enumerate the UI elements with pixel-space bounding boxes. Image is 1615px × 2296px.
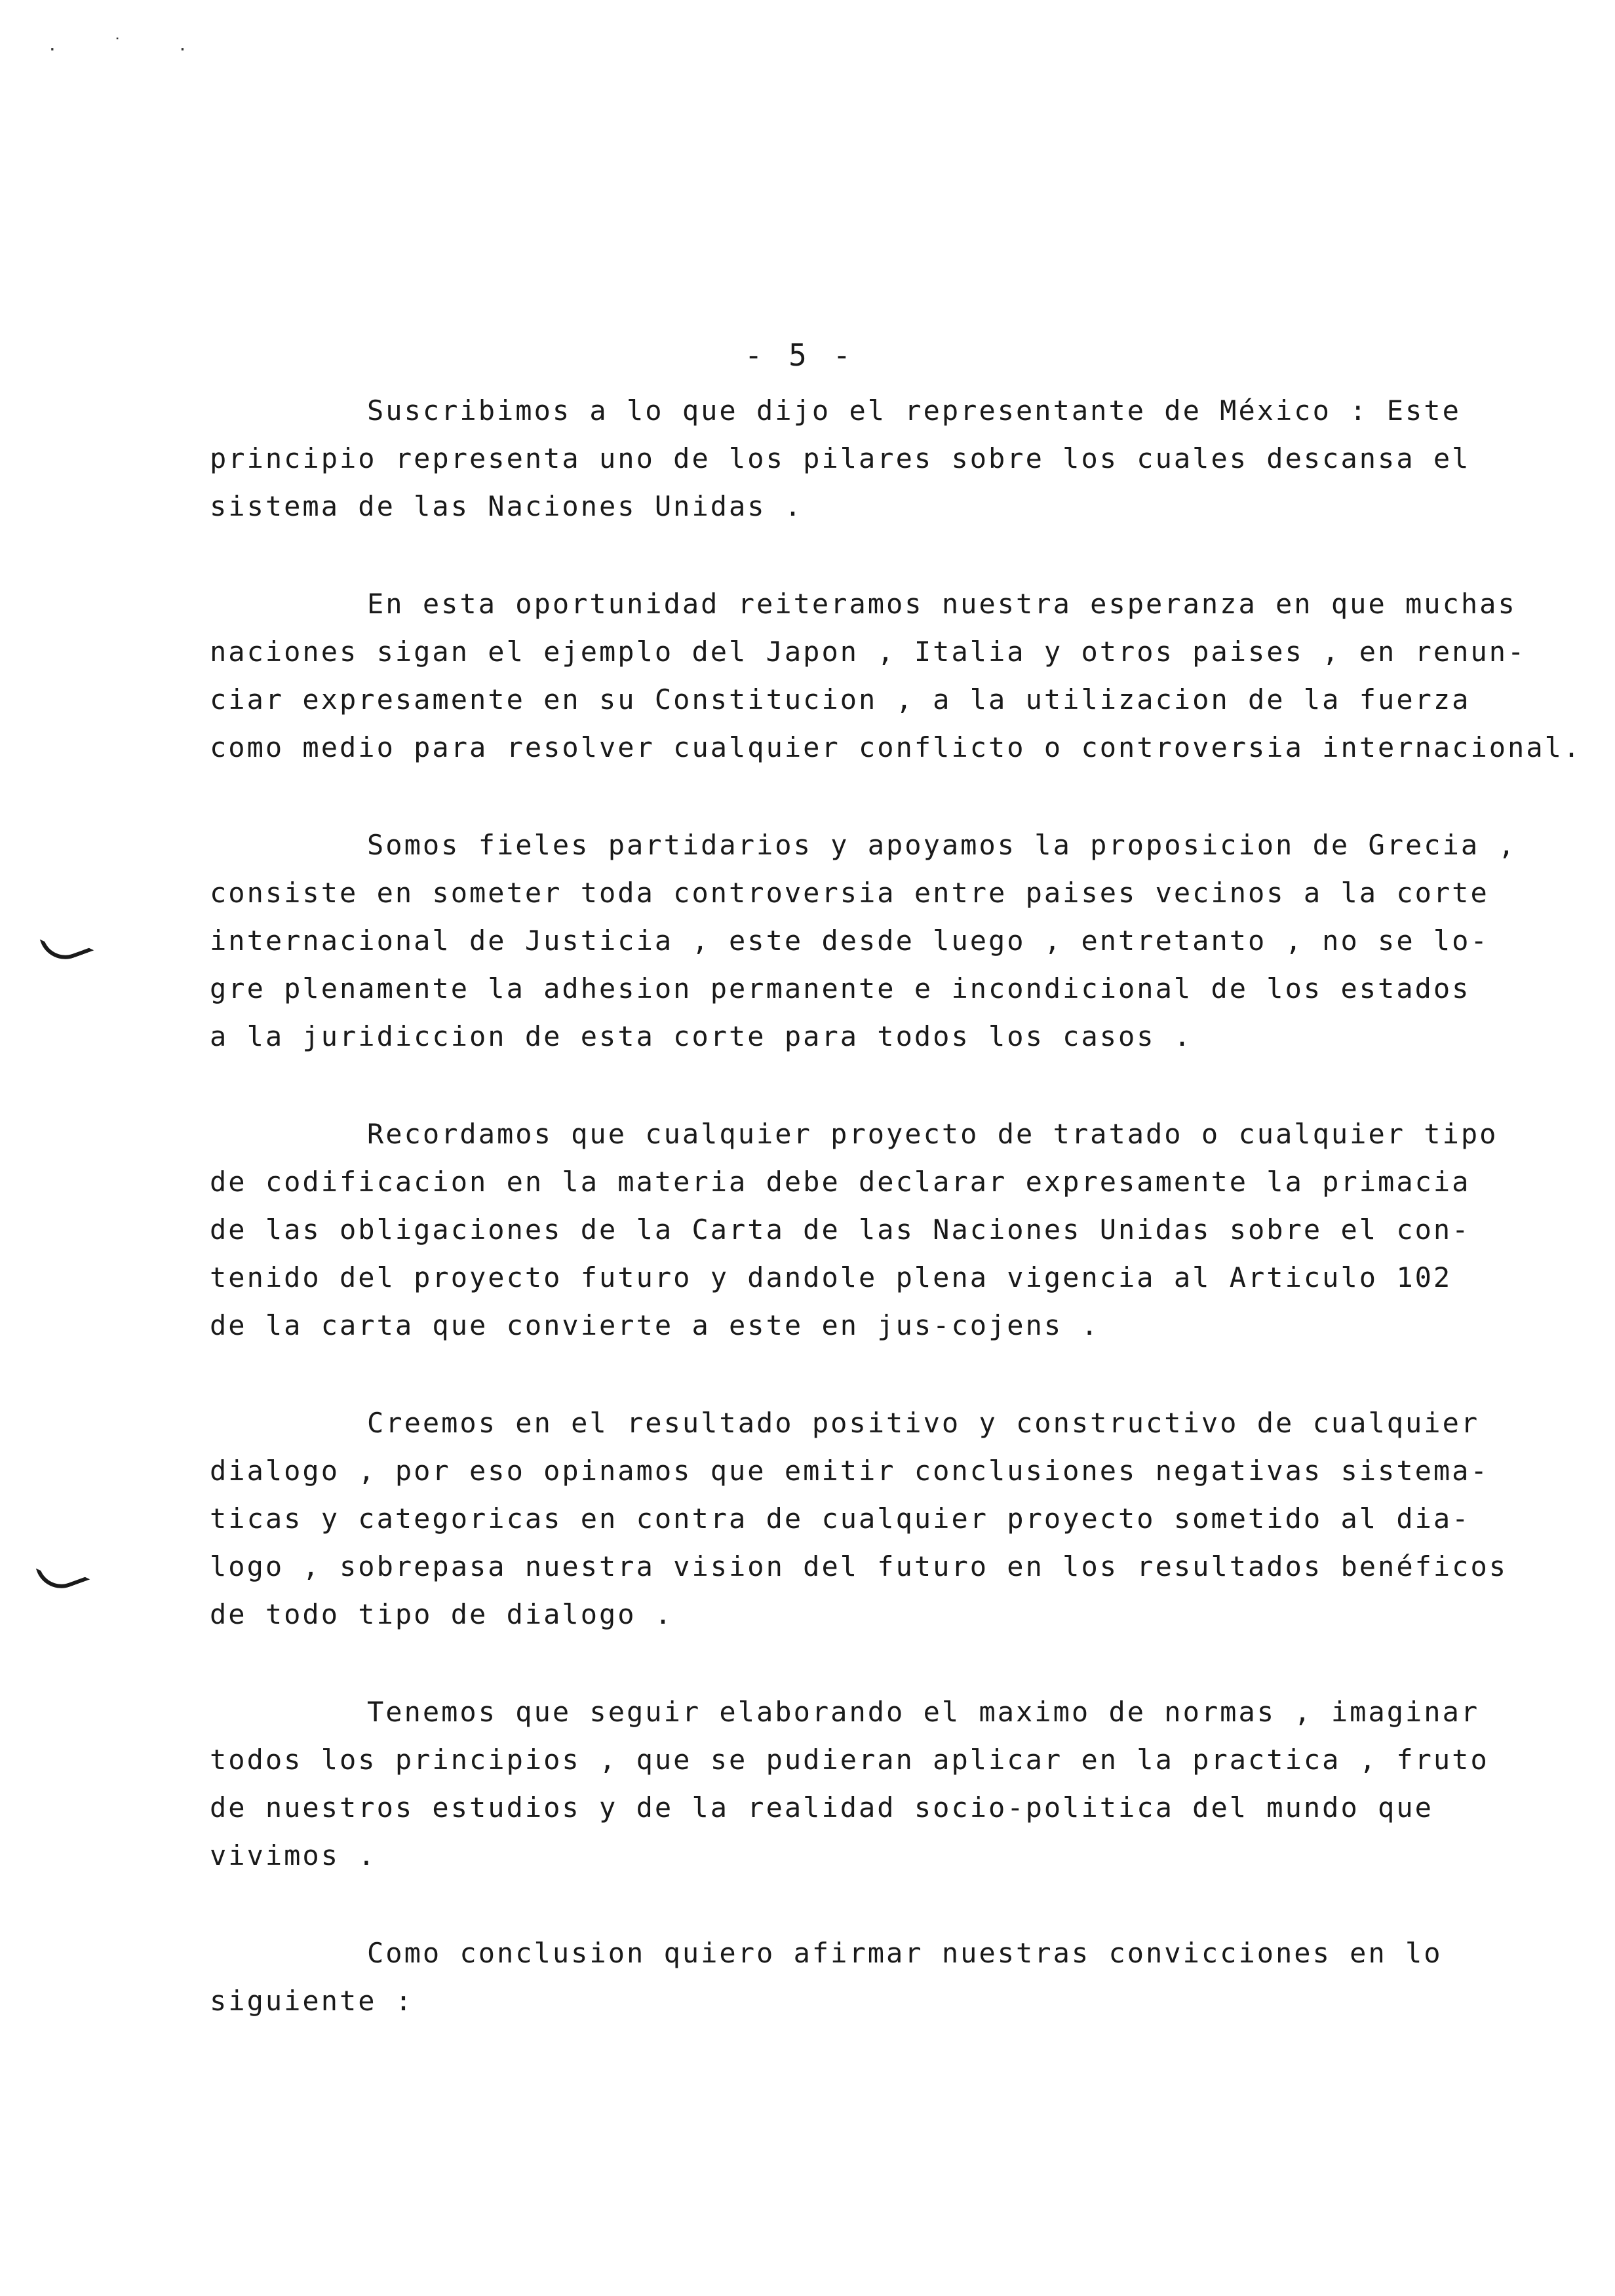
text-line: consiste en someter toda controversia entre paises vecinos a la corte: [210, 877, 1489, 909]
text-line: siguiente :: [210, 1985, 414, 2017]
text-line: todos los principios , que se pudieran aplicar en la practica , fruto: [210, 1744, 1489, 1776]
text-line: Como conclusion quiero afirmar nuestras convicciones en lo: [367, 1937, 1443, 1969]
text-line: principio representa uno de los pilares sobre los cuales descansa el: [210, 442, 1471, 474]
paragraph: [210, 387, 1534, 530]
text-line: gre plenamente la adhesion permanente e incondicional de los estados: [210, 972, 1471, 1004]
text-line: Suscribimos a lo que dijo el representante de México : Este: [367, 394, 1461, 427]
text-line: a la juridiccion de esta corte para todos los casos .: [210, 1020, 1193, 1052]
text-line: Tenemos que seguir elaborando el maximo de normas , imaginar: [367, 1696, 1480, 1728]
margin-mark: [36, 1552, 90, 1596]
text-line: ciar expresamente en su Constitucion , a la utilizacion de la fuerza: [210, 683, 1471, 716]
page-number: - 5 -: [744, 337, 855, 373]
text-line: tenido del proyecto futuro y dandole plena vigencia al Articulo 102: [210, 1261, 1452, 1293]
paragraph: [210, 1929, 1534, 2025]
paragraph: [210, 1399, 1534, 1638]
scan-specks: . ˙ .: [47, 35, 210, 55]
text-line: de las obligaciones de la Carta de las Naciones Unidas sobre el con-: [210, 1214, 1471, 1246]
paragraph: [210, 1110, 1534, 1349]
paragraph: [210, 1688, 1534, 1879]
text-line: ticas y categoricas en contra de cualquier proyecto sometido al dia-: [210, 1502, 1471, 1535]
text-line: sistema de las Naciones Unidas .: [210, 490, 804, 522]
text-line: de la carta que convierte a este en jus-cojens .: [210, 1309, 1100, 1341]
paragraph: [210, 580, 1582, 771]
text-line: de nuestros estudios y de la realidad socio-politica del mundo que: [210, 1791, 1433, 1824]
text-line: naciones sigan el ejemplo del Japon , Italia y otros paises , en renun-: [210, 636, 1527, 668]
text-line: Recordamos que cualquier proyecto de tratado o cualquier tipo: [367, 1118, 1498, 1150]
text-line: internacional de Justicia , este desde luego , entretanto , no se lo-: [210, 925, 1489, 957]
document-body: [210, 387, 1582, 2075]
text-line: vivimos .: [210, 1839, 377, 1871]
paragraph: [210, 821, 1534, 1060]
margin-mark: [40, 923, 94, 966]
text-line: Creemos en el resultado positivo y constructivo de cualquier: [367, 1407, 1480, 1439]
text-line: de todo tipo de dialogo .: [210, 1598, 674, 1630]
text-line: de codificacion en la materia debe declarar expresamente la primacia: [210, 1166, 1471, 1198]
text-line: dialogo , por eso opinamos que emitir conclusiones negativas sistema-: [210, 1455, 1489, 1487]
text-line: como medio para resolver cualquier conflicto o controversia internacional.: [210, 731, 1582, 763]
text-line: logo , sobrepasa nuestra vision del futuro en los resultados benéficos: [210, 1550, 1508, 1582]
text-line: Somos fieles partidarios y apoyamos la proposicion de Grecia ,: [367, 829, 1517, 861]
text-line: En esta oportunidad reiteramos nuestra esperanza en que muchas: [367, 588, 1517, 620]
